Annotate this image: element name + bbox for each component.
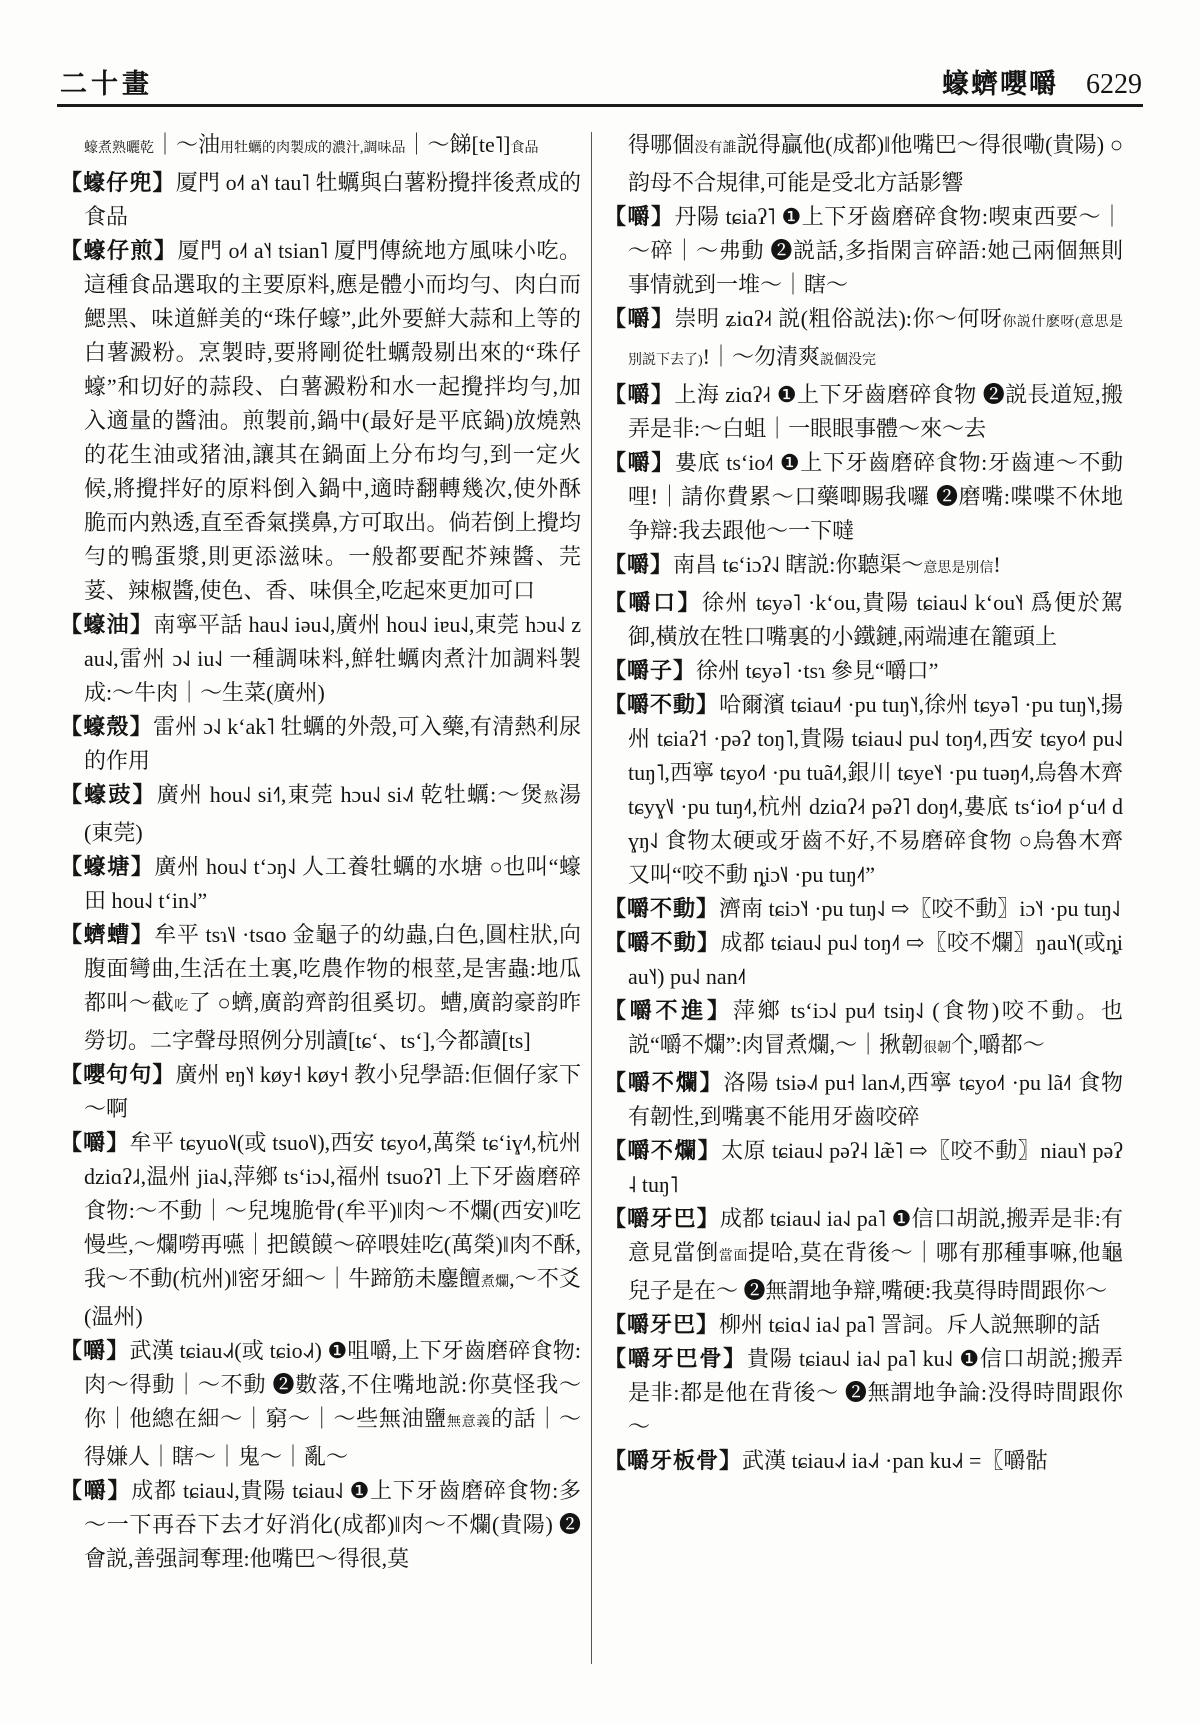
entry-text: ! (993, 552, 1001, 577)
small-gloss: 意思是別信 (923, 561, 994, 576)
headword: 【嚼】 (604, 204, 675, 229)
entry-text: 的話｜～得嫌人｜瞎～｜鬼～｜亂～ (84, 1406, 581, 1469)
section-title: 二十畫 (60, 69, 153, 99)
header-rule (57, 104, 1143, 107)
headword: 【嚼】 (604, 552, 674, 577)
entry-text: 徐州 tɕyə˥ ·tsɿ 參見“嚼口” (696, 658, 939, 683)
entry-text: 个,嚼都～ (951, 1032, 1045, 1057)
dictionary-entry (60, 166, 581, 234)
text-columns (60, 128, 1142, 1688)
entry-text: 上海 ziɑʔ˨˧ ❶上下牙齒磨碎食物 ❷説長道短,搬弄是非:～白蛆｜一眼眼事體～來～去 (628, 382, 1123, 441)
headword: 【蠔塘】 (60, 854, 155, 879)
dictionary-entry (604, 1444, 1123, 1478)
entry-text: 成都 tɕiau˨˩ pu˨˩ toŋ˨˦ ⇨〖咬不爛〗ŋau˥˧(或ȵiau˥˧) pu˨˩ nan˨˦ (628, 930, 1123, 989)
headword: 【嚼牙巴骨】 (604, 1346, 747, 1371)
dictionary-entry (604, 446, 1123, 548)
headword: 【嚼不動】 (604, 692, 720, 717)
headword: 【嚼】 (60, 1478, 132, 1503)
small-gloss: 當面 (718, 1249, 749, 1264)
dictionary-entry (604, 1134, 1123, 1202)
headword: 【嚼】 (60, 1338, 130, 1363)
dictionary-entry (60, 850, 581, 918)
dictionary-entry (60, 1126, 581, 1334)
dictionary-entry (604, 994, 1123, 1066)
page-number: 6229 (1086, 69, 1142, 100)
headword: 【嚼不動】 (604, 930, 721, 955)
entry-text: 雷州 ɔ˨˩ kʻak˥ 牡蠣的外殼,可入藥,有清熱利尿的作用 (84, 714, 581, 773)
small-gloss: 無意義 (446, 1415, 491, 1430)
small-gloss: 用牡蠣的肉製成的濃汁,調味品 (220, 141, 406, 156)
headword: 【嚼不進】 (604, 998, 733, 1023)
entry-text: 牟平 tsɿ˥˩ ·tsɑo 金龜子的幼蟲,白色,圓柱狀,向腹面彎曲,生活在土裏,吃農作物的根莖,是害蟲:地瓜都叫～截 (84, 922, 581, 1015)
entry-text: 得哪個 (628, 132, 695, 157)
entry-text: 了 ○蠐,廣韵齊韵徂奚切。螬,廣韵豪韵昨勞切。二字聲母照例分別讀[tɕʻ、tsʻ],今都讀[ts] (84, 990, 581, 1053)
dictionary-entry (604, 378, 1123, 446)
running-head-characters: 蠔蠐嚶嚼 (942, 69, 1058, 99)
small-gloss: 熬 (543, 791, 559, 806)
dictionary-entry (60, 710, 581, 778)
entry-text: 萍鄉 tsʻiɔ˨˩ pu˨˦ tsiŋ˨˩ (食物)咬不動。也説“嚼不爛”:肉冒煮爛,～｜揪韌 (628, 998, 1123, 1057)
dictionary-entry (604, 654, 1123, 688)
entry-text: 廣州 hou˨˩ si˧˥,東莞 hɔu˨˩ si˨˩˦ 乾牡蠣:～煲 (156, 782, 544, 807)
dictionary-entry (60, 1058, 581, 1126)
dictionary-entry (604, 548, 1123, 586)
entry-text: !｜～勿清爽 (702, 344, 820, 369)
entry-text: ｜～䬾[te˥] (405, 132, 511, 157)
entry-text: 徐州 tɕyə˥ ·kʻou,貴陽 tɕiau˨˩ kʻou˥˧ 爲便於駕御,橫放在牲口嘴裏的小鐵鏈,兩端連在籠頭上 (628, 590, 1123, 649)
entry-text: 説得贏他(成都)‖他嘴巴～得很嘞(貴陽) ○韵母不合規律,可能是受北方話影響 (628, 132, 1123, 195)
dictionary-entry (60, 1334, 581, 1474)
entry-text: 厦門 o˨˦ a˥˧ tau˥ 牡蠣與白薯粉攪拌後煮成的食品 (84, 170, 581, 229)
headword: 【嚼牙巴】 (604, 1206, 720, 1231)
dictionary-entry (60, 778, 581, 850)
entry-text: 成都 tɕiau˨˩,貴陽 tɕiau˨˩ ❶上下牙齒磨碎食物:多～一下再吞下去才好消化(成都)‖肉～不爛(貴陽) ❷會説,善强詞奪理:他嘴巴～得很,莫 (84, 1478, 581, 1571)
entry-text: 洛陽 tsiə˨˩˦ pu˧ lan˨˩˦,西寧 tɕyo˨˦ ·pu lã˨˦ 食物有韌性,到嘴裏不能用牙齒咬碎 (628, 1070, 1123, 1129)
entry-text: 牟平 tɕyuo˥˩(或 tsuo˥˩),西安 tɕyo˨˦,萬榮 tɕʻiɣ˨˦,杭州 dziɑʔ˩˨,温州 jia˨˩,萍鄉 tsʻiɔ˨˩,福州 tsuoʔ˥ 上下牙齒磨碎食物:～不動｜～兒塊脆骨(牟平)‖肉～不爛(西安)‖吃慢些,～爛嘮再嚥｜把饃饃～碎喂娃吃(萬榮)‖肉不酥,我～不動(杭州)‖密牙細～｜牛蹄筋未鏖饘 (84, 1130, 581, 1291)
entry-text: 湯(東莞) (84, 782, 581, 845)
dictionary-entry (60, 234, 581, 608)
headword: 【嚼牙板骨】 (604, 1448, 743, 1473)
entry-text: 柳州 tɕiɑ˨˩ ia˨˩ pa˥ 詈詞。斥人説無聊的話 (719, 1312, 1101, 1337)
headword: 【蠔仔煎】 (60, 238, 178, 263)
dictionary-entry (604, 200, 1123, 302)
running-head-right (942, 62, 1142, 101)
small-gloss: 没有誰 (694, 141, 737, 156)
dictionary-entry (604, 1066, 1123, 1134)
entry-text: 婁底 tsʻio˨˦ ❶上下牙齒磨碎食物:牙齒連～不動哩!｜請你費累～口藥唧賜我囉 ❷磨嘴:喋喋不休地争辯:我去跟他～一下噠 (628, 450, 1123, 543)
dictionary-entry (604, 302, 1123, 378)
entry-text: 崇明 ʑiɑʔ˨˧ 説(粗俗説法):你～何呀 (674, 306, 1003, 331)
headword: 【嚼不爛】 (604, 1138, 722, 1163)
entry-continuation (60, 128, 581, 166)
small-gloss: 説個没完 (820, 353, 876, 368)
entry-text: 成都 tɕiau˨˩ ia˨˩ pa˥ ❶信口胡説,搬弄是非:有意見當倒 (628, 1206, 1123, 1265)
entry-text: 哈爾濱 tɕiau˨˦ ·pu tuŋ˥˧,徐州 tɕyə˥ ·pu tuŋ˥˧,揚州 tɕiaʔ˦ ·pəʔ toŋ˥,貴陽 tɕiau˨˩ pu˨˩ toŋ˨˦,西安 tɕyo˨˦ pu˨˩ tuŋ˥,西寧 tɕyo˨˦ ·pu tuã˨˦,銀川 tɕye˥˧ ·pu tuəŋ˨˦,烏魯木齊 tɕyɣ˥˩ ·pu tuŋ˨˦,杭州 dziɑʔ˨˧ pəʔ˥ doŋ˨˦,婁底 tsʻio˨˦ pʻu˨˦ dɣŋ˨˩ 食物太硬或牙齒不好,不易磨碎食物 ○烏魯木齊又叫“咬不動 ȵiɔ˥˩ ·pu tuŋ˨˦” (628, 692, 1123, 887)
entry-text: ｜～油 (154, 132, 221, 157)
headword: 【嚼牙巴】 (604, 1312, 720, 1337)
entry-text: 南昌 tɕʻiɔʔ˨˩ 瞎説:你聽渠～ (673, 552, 924, 577)
running-head (60, 62, 1142, 101)
headword: 【嚼】 (604, 450, 675, 475)
dictionary-entry (60, 1474, 581, 1576)
entry-text: 貴陽 tɕiau˨˩ ia˨˩ pa˥ ku˨˩ ❶信口胡説;搬弄是非:都是他在背後～ ❷無謂地争論:没得時間跟你～ (628, 1346, 1123, 1439)
entry-text: ,～不爻(温州) (84, 1266, 581, 1329)
headword: 【嚼子】 (604, 658, 697, 683)
entry-continuation (604, 128, 1123, 200)
small-gloss: 蠔煮熟曬乾 (84, 141, 154, 156)
dictionary-entry (60, 918, 581, 1058)
small-gloss: 你説什麽呀(意思是別説下去了) (628, 315, 1123, 368)
small-gloss: 很韌 (923, 1041, 952, 1056)
entry-text: 丹陽 tɕiaʔ˥ ❶上下牙齒磨碎食物:喫東西要～｜～碎｜～弗動 ❷説話,多指閑言碎語:她己兩個無則事情就到一堆～｜瞎～ (628, 204, 1123, 297)
entry-text: 提哈,莫在背後～｜哪有那種事嘛,他龜兒子是在～ ❷無謂地争辯,嘴硬:我莫得時間跟你～ (628, 1240, 1123, 1303)
entry-text: 南寧平話 hau˨˩ iəu˨˩,廣州 hou˨˩ iɐu˨˩,東莞 hɔu˨˩ zau˨˩,雷州 ɔ˨˩ iu˨˩ 一種調味料,鮮牡蠣肉煮汁加調料製成:～牛肉｜～生菜(廣州) (84, 612, 581, 705)
dictionary-entry (604, 926, 1123, 994)
entry-text: 厦門 o˨˦ a˥˧ tsian˥ 厦門傳統地方風味小吃。這種食品選取的主要原料,應是體小而均勻、肉白而鰓黑、味道鮮美的“珠仔蠔”,此外要鮮大蒜和上等的白薯澱粉。烹製時,要將剛從牡蠣殼剔出來的“珠仔蠔”和切好的蒜段、白薯澱粉和水一起攪拌均勻,加入適量的醬油。煎製前,鍋中(最好是平底鍋)放燒熟的花生油或猪油,讓其在鍋面上分布均勻,到一定火候,將攪拌好的原料倒入鍋中,適時翻轉幾次,使外酥脆而内熟透,直至香氣撲鼻,方可取出。倘若倒上攪均勻的鴨蛋漿,則更添滋味。一般都要配芥辣醬、芫荽、辣椒醬,使色、香、味俱全,吃起來更加可口 (84, 238, 581, 603)
column-left (60, 128, 591, 1688)
headword: 【嚼】 (604, 306, 675, 331)
dictionary-entry (604, 1202, 1123, 1308)
headword: 【蠔油】 (60, 612, 154, 637)
headword: 【嚼口】 (604, 590, 702, 615)
headword: 【嚶句句】 (60, 1062, 176, 1087)
dictionary-entry (604, 586, 1123, 654)
entry-text: 濟南 tɕiɔ˥˧ ·pu tuŋ˨˩ ⇨〖咬不動〗iɔ˥˧ ·pu tuŋ˨˩ (719, 896, 1121, 921)
entry-text: 太原 tɕiau˨˩ pəʔ˨ læ̃˥ ⇨〖咬不動〗niau˥˧ pəʔ˨ tuŋ˥ (628, 1138, 1123, 1197)
headword: 【蠔仔兜】 (60, 170, 176, 195)
headword: 【嚼】 (604, 382, 675, 407)
headword: 【嚼不爛】 (604, 1070, 724, 1095)
small-gloss: 吃 (174, 999, 189, 1014)
dictionary-entry (604, 1308, 1123, 1342)
entry-text: 廣州 hou˨˩ tʻɔŋ˨˩ 人工養牡蠣的水塘 ○也叫“蠔田 hou˨˩ tʻin˨˩” (84, 854, 581, 913)
column-right (592, 128, 1123, 1688)
entry-text: 廣州 ɐŋ˥˧ køy˧ køy˧ 教小兒學語:佢個仔家下～啊 (84, 1062, 581, 1121)
entry-text: 武漢 tɕiau˨˩˧(或 tɕio˨˩˧) ❶咀嚼,上下牙齒磨碎食物:肉～得動｜～不動 ❷數落,不住嘴地説:你莫怪我～你｜他總在細～｜窮～｜～些無油鹽 (84, 1338, 581, 1431)
headword: 【嚼】 (60, 1130, 130, 1155)
dictionary-entry (604, 1342, 1123, 1444)
headword: 【嚼不動】 (604, 896, 720, 921)
headword: 【蠔豉】 (60, 782, 157, 807)
small-gloss: 煮爛 (480, 1275, 510, 1290)
entry-text: 武漢 tɕiau˨˩˧ ia˨˩˧ ·pan ku˨˩˧ =〖嚼骷 (742, 1448, 1048, 1473)
dictionary-entry (604, 688, 1123, 892)
small-gloss: 食品 (510, 141, 539, 156)
headword: 【蠔殼】 (60, 714, 154, 739)
headword: 【蠐螬】 (60, 922, 155, 947)
dictionary-entry (604, 892, 1123, 926)
dictionary-entry (60, 608, 581, 710)
